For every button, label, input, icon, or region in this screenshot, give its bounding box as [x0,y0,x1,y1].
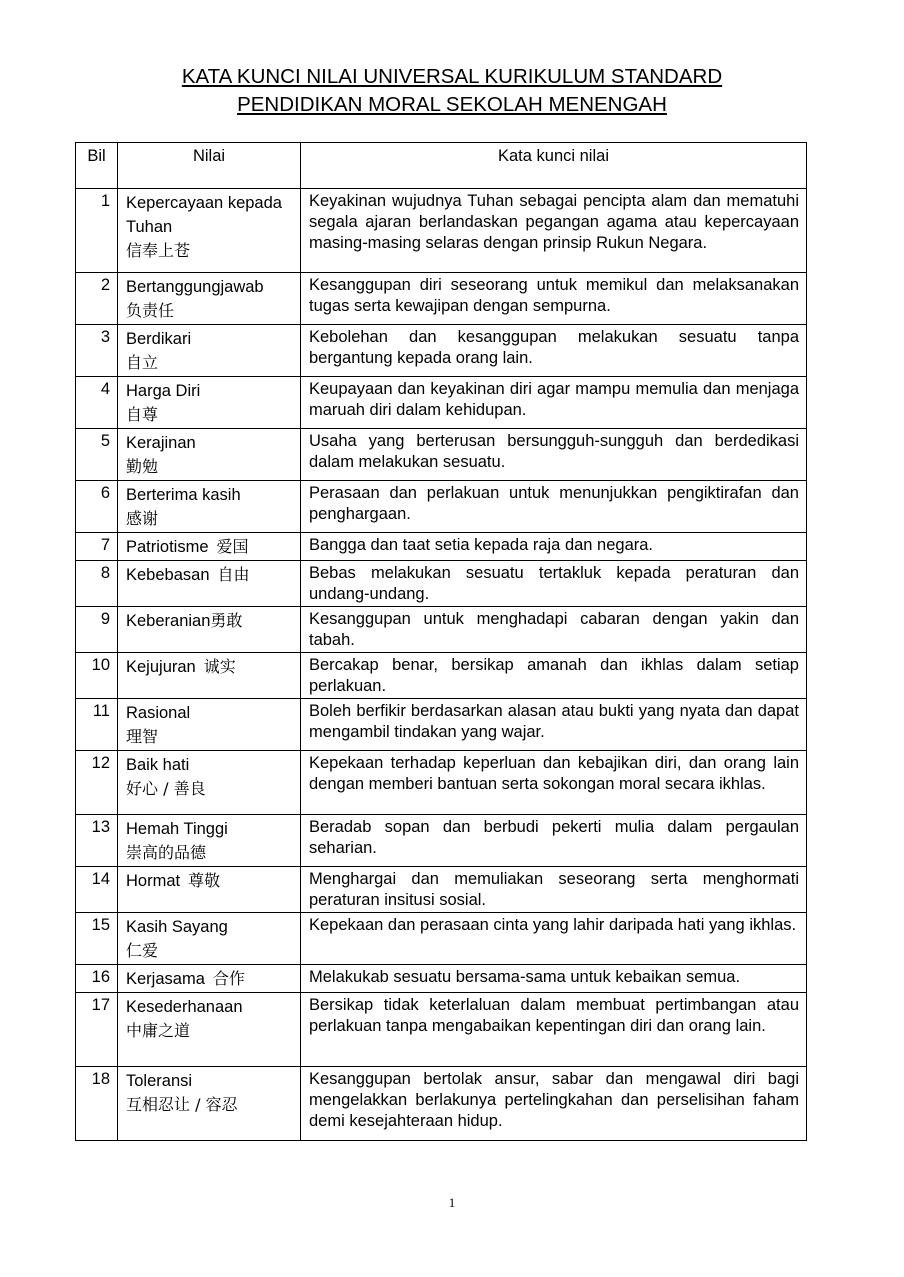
row-number: 5 [76,429,118,481]
row-number: 17 [76,993,118,1067]
table-row [76,325,807,377]
value-name-malay: Toleransi [126,1072,193,1090]
keyword-description: Kesanggupan bertolak ansur, sabar dan mengawal diri bagi mengelakkan berlakunya pertelingkahan dan perselisihan faham demi kesejahteraan hidup. [301,1067,807,1141]
value-name-malay: Hemah Tinggi [126,820,228,838]
document-title [60,64,844,118]
row-number: 3 [76,325,118,377]
row-number: 13 [76,815,118,867]
table-row [76,867,807,913]
row-number: 16 [76,965,118,993]
keyword-description: Boleh berfikir berdasarkan alasan atau bukti yang nyata dan dapat mengambil tindakan yang wajar. [301,699,807,751]
value-name-cell [118,607,301,653]
value-name-cell [118,377,301,429]
keyword-description: Beradab sopan dan berbudi pekerti mulia dalam pergaulan seharian. [301,815,807,867]
value-name-cell [118,913,301,965]
value-name-cell [118,273,301,325]
keyword-description: Keyakinan wujudnya Tuhan sebagai pencipta alam dan mematuhi segala ajaran berlandaskan pegangan agama atau kepercayaan masing-masing selaras dengan prinsip Rukun Negara. [301,189,807,273]
value-name-malay: Kejujuran [126,658,196,676]
value-name-chinese: 自由 [217,565,250,584]
value-name-cell [118,561,301,607]
value-name-chinese: 好心 / 善良 [126,779,206,798]
row-number: 14 [76,867,118,913]
keyword-description: Kebolehan dan kesanggupan melakukan sesuatu tanpa bergantung kepada orang lain. [301,325,807,377]
value-name-malay: Kerajinan [126,434,196,452]
value-name-cell [118,533,301,561]
keyword-description: Kesanggupan diri seseorang untuk memikul dan melaksanakan tugas serta kewajipan dengan sempurna. [301,273,807,325]
keyword-description: Bangga dan taat setia kepada raja dan negara. [301,533,807,561]
row-number: 10 [76,653,118,699]
keyword-description: Keupayaan dan keyakinan diri agar mampu memulia dan menjaga maruah diri dalam kehidupan. [301,377,807,429]
value-name-malay: Kesederhanaan [126,998,243,1016]
row-number: 9 [76,607,118,653]
title-line-1: KATA KUNCI NILAI UNIVERSAL KURIKULUM STANDARD [181,65,723,88]
value-name-chinese: 爱国 [216,537,249,556]
value-name-chinese: 诚实 [203,657,236,676]
value-name-cell [118,751,301,815]
value-name-malay: Kepercayaan kepada Tuhan [126,194,282,236]
value-name-malay: Rasional [126,704,191,722]
row-number: 8 [76,561,118,607]
value-name-malay: Berdikari [126,330,192,348]
value-name-cell [118,653,301,699]
value-name-malay: Kebebasan [126,566,210,584]
value-name-malay: Hormat [126,872,181,890]
value-name-chinese: 勤勉 [126,457,159,476]
value-name-chinese: 勇敢 [210,611,243,630]
keyword-description: Kepekaan dan perasaan cinta yang lahir daripada hati yang ikhlas. [301,913,807,965]
value-name-malay: Bertanggungjawab [126,278,264,296]
value-name-chinese: 自立 [126,353,159,372]
title-line-2: PENDIDIKAN MORAL SEKOLAH MENENGAH [237,93,667,116]
keyword-description: Perasaan dan perlakuan untuk menunjukkan pengiktirafan dan penghargaan. [301,481,807,533]
value-name-chinese: 感谢 [126,509,159,528]
table-row [76,273,807,325]
value-name-chinese: 中庸之道 [126,1021,191,1040]
keyword-description: Bersikap tidak keterlaluan dalam membuat pertimbangan atau perlakuan tanpa mengabaikan kepentingan diri dan orang lain. [301,993,807,1067]
row-number: 4 [76,377,118,429]
page-number: 1 [448,1195,456,1210]
value-name-cell [118,993,301,1067]
row-number: 15 [76,913,118,965]
keyword-description: Bebas melakukan sesuatu tertakluk kepada peraturan dan undang-undang. [301,561,807,607]
value-name-chinese: 合作 [212,969,245,988]
keyword-description: Menghargai dan memuliakan seseorang serta menghormati peraturan insitusi sosial. [301,867,807,913]
values-table [75,142,807,1141]
value-name-chinese: 负责任 [126,301,175,320]
row-number: 18 [76,1067,118,1141]
header-nilai: Nilai [118,143,301,189]
table-row [76,965,807,993]
value-name-malay: Patriotisme [126,538,209,556]
table-row [76,189,807,273]
value-name-chinese: 崇高的品德 [126,843,207,862]
table-row [76,815,807,867]
value-name-cell [118,1067,301,1141]
value-name-malay: Berterima kasih [126,486,241,504]
value-name-chinese: 自尊 [126,405,159,424]
value-name-malay: Kerjasama [126,970,205,988]
table-row [76,653,807,699]
value-name-chinese: 尊敬 [188,871,221,890]
value-name-cell [118,867,301,913]
value-name-cell [118,699,301,751]
table-row [76,429,807,481]
table-row [76,481,807,533]
value-name-malay: Keberanian [126,612,211,630]
keyword-description: Kesanggupan untuk menghadapi cabaran dengan yakin dan tabah. [301,607,807,653]
keyword-description: Melakukab sesuatu bersama-sama untuk kebaikan semua. [301,965,807,993]
value-name-chinese: 理智 [126,727,159,746]
row-number: 6 [76,481,118,533]
value-name-malay: Baik hati [126,756,190,774]
row-number: 12 [76,751,118,815]
table-row [76,913,807,965]
value-name-cell [118,815,301,867]
table-row [76,561,807,607]
row-number: 2 [76,273,118,325]
table-row [76,607,807,653]
keyword-description: Usaha yang berterusan bersungguh-sungguh dan berdedikasi dalam melakukan sesuatu. [301,429,807,481]
value-name-cell [118,325,301,377]
value-name-cell [118,481,301,533]
table-row [76,1067,807,1141]
value-name-cell [118,965,301,993]
table-row [76,993,807,1067]
row-number: 1 [76,189,118,273]
keyword-description: Kepekaan terhadap keperluan dan kebajikan diri, dan orang lain dengan memberi bantuan serta sokongan moral secara ikhlas. [301,751,807,815]
table-row [76,533,807,561]
value-name-malay: Kasih Sayang [126,918,228,936]
value-name-chinese: 仁爱 [126,941,159,960]
value-name-cell [118,189,301,273]
value-name-cell [118,429,301,481]
row-number: 11 [76,699,118,751]
keyword-description: Bercakap benar, bersikap amanah dan ikhlas dalam setiap perlakuan. [301,653,807,699]
table-header-row [76,143,807,189]
header-kata-kunci: Kata kunci nilai [301,143,807,189]
table-row [76,751,807,815]
value-name-malay: Harga Diri [126,382,201,400]
table-row [76,377,807,429]
value-name-chinese: 信奉上苍 [126,241,191,260]
header-bil: Bil [76,143,118,189]
value-name-chinese: 互相忍让 / 容忍 [126,1095,238,1114]
table-row [76,699,807,751]
row-number: 7 [76,533,118,561]
